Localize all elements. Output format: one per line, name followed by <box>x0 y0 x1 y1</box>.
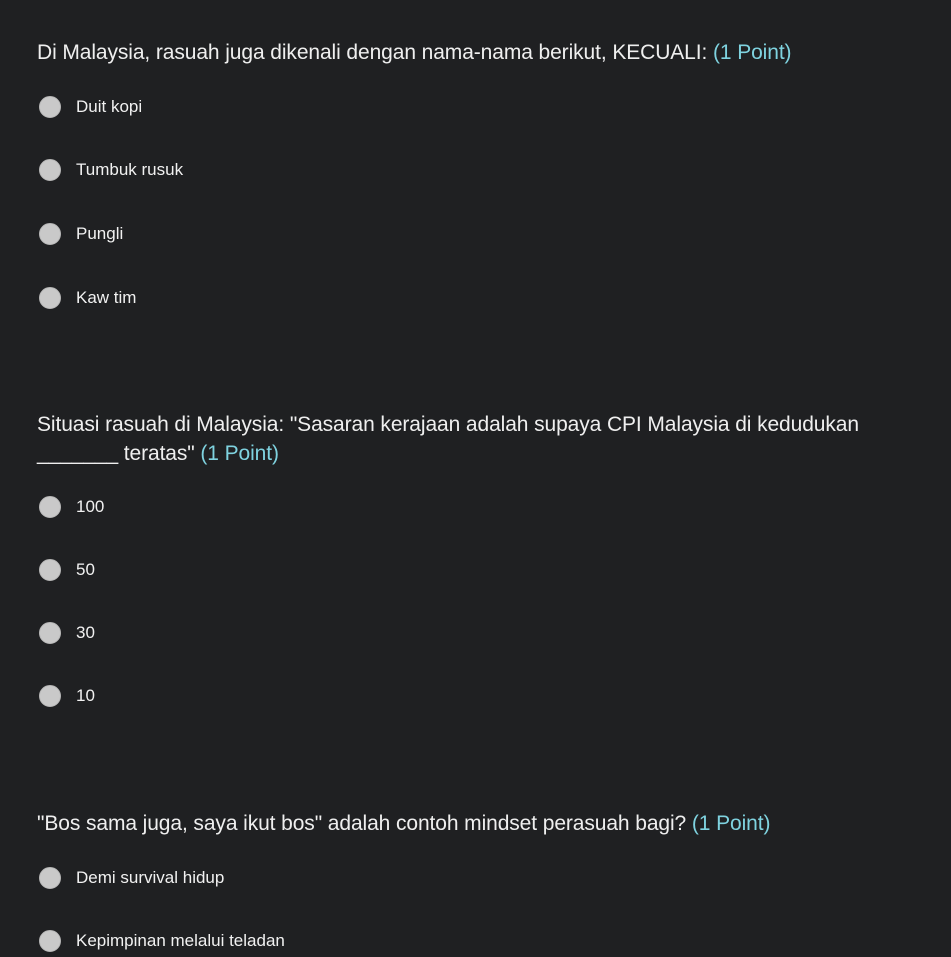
question-title <box>37 809 943 838</box>
question-points: (1 Point) <box>200 442 279 465</box>
option-label: Kaw tim <box>76 288 137 307</box>
question-text: "Bos sama juga, saya ikut bos" adalah contoh mindset perasuah bagi? <box>37 812 687 835</box>
option-100[interactable] <box>39 493 104 521</box>
radio-button[interactable] <box>39 622 61 644</box>
option-pungli[interactable] <box>39 220 123 248</box>
radio-button[interactable] <box>39 159 61 181</box>
option-label: 50 <box>76 560 95 579</box>
question-title <box>37 410 943 468</box>
option-label: 30 <box>76 623 95 642</box>
option-label: Duit kopi <box>76 97 143 116</box>
option-label: 10 <box>76 686 95 705</box>
option-50[interactable] <box>39 556 95 584</box>
option-label: Tumbuk rusuk <box>76 160 184 179</box>
question-points: (1 Point) <box>691 812 771 835</box>
option-label: Pungli <box>76 224 124 243</box>
option-kepimpinan-melalui-teladan[interactable] <box>39 927 285 955</box>
option-label: Demi survival hidup <box>76 868 225 887</box>
option-kaw-tim[interactable] <box>39 284 136 312</box>
question-text: Di Malaysia, rasuah juga dikenali dengan nama-nama berikut, KECUALI: <box>37 41 708 64</box>
radio-button[interactable] <box>39 496 61 518</box>
radio-button[interactable] <box>39 867 61 889</box>
radio-button[interactable] <box>39 559 61 581</box>
question-1 <box>37 38 943 307</box>
question-2 <box>37 410 943 705</box>
option-30[interactable] <box>39 619 95 647</box>
radio-button[interactable] <box>39 930 61 952</box>
option-demi-survival-hidup[interactable] <box>39 864 224 892</box>
radio-button[interactable] <box>39 685 61 707</box>
option-label: 100 <box>76 497 105 516</box>
radio-button[interactable] <box>39 223 61 245</box>
question-3 <box>37 809 943 950</box>
radio-button[interactable] <box>39 96 61 118</box>
question-title <box>37 38 943 67</box>
option-duit-kopi[interactable] <box>39 93 142 121</box>
option-label: Kepimpinan melalui teladan <box>76 931 285 950</box>
question-points: (1 Point) <box>712 41 792 64</box>
question-text: Situasi rasuah di Malaysia: "Sasaran kerajaan adalah supaya CPI Malaysia di kedudukan _______ teratas" <box>37 413 859 465</box>
option-10[interactable] <box>39 682 95 710</box>
radio-button[interactable] <box>39 287 61 309</box>
option-tumbuk-rusuk[interactable] <box>39 156 183 184</box>
